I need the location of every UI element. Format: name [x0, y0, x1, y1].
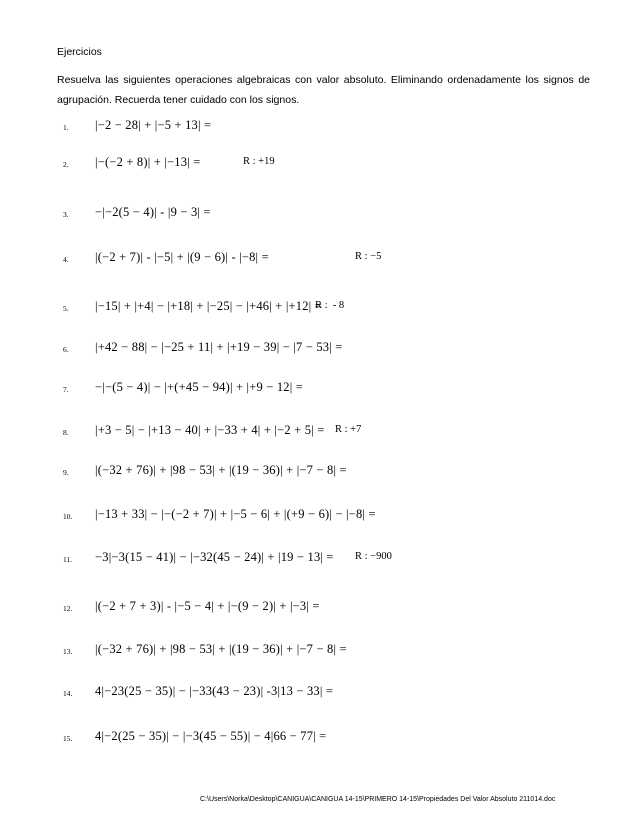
- exercise-expression: |−15| + |+4| − |+18| + |−25| − |+46| + |+12| =: [95, 299, 322, 313]
- exercise-expression: |(−32 + 76)| + |98 − 53| + |(19 − 36)| + |−7 − 8| =: [95, 463, 347, 477]
- exercise-answer: R : +19: [243, 156, 275, 167]
- exercise-expression: 4|−23(25 − 35)| − |−33(43 − 23)| -3|13 − 33| =: [95, 684, 334, 698]
- exercise-expression: |−(−2 + 8)| + |−13| =: [95, 155, 201, 169]
- exercise-answer: R : −900: [355, 551, 392, 562]
- heading: Ejercicios: [57, 46, 102, 58]
- exercise-number: 14.: [63, 689, 73, 698]
- exercise-item: [0, 463, 638, 483]
- exercise-item: [0, 340, 638, 360]
- exercise-answer: R : −5: [355, 251, 382, 262]
- exercise-expression: −|−(5 − 4)| − |+(+45 − 94)| + |+9 − 12| =: [95, 380, 304, 394]
- exercise-item: [0, 299, 638, 319]
- exercise-number: 8.: [63, 428, 69, 437]
- exercise-number: 9.: [63, 468, 69, 477]
- exercise-number: 3.: [63, 210, 69, 219]
- exercise-number: 4.: [63, 255, 69, 264]
- exercise-number: 5.: [63, 304, 69, 313]
- exercise-item: [0, 380, 638, 400]
- exercise-number: 10.: [63, 512, 73, 521]
- exercise-expression: |(−32 + 76)| + |98 − 53| + |(19 − 36)| + |−7 − 8| =: [95, 642, 347, 656]
- exercise-item: [0, 155, 638, 175]
- footer-path: C:\Users\Norka\Desktop\CANIGUA\CANIGUA 14-15\PRIMERO 14-15\Propiedades Del Valor Absoluto 211014.doc: [200, 796, 556, 803]
- exercise-expression: |(−2 + 7)| - |−5| + |(9 − 6)| - |−8| =: [95, 250, 269, 264]
- exercise-expression: |−13 + 33| − |−(−2 + 7)| + |−5 − 6| + |(+9 − 6)| − |−8| =: [95, 507, 376, 521]
- exercise-item: [0, 205, 638, 225]
- exercise-item: [0, 729, 638, 749]
- exercise-answer: R : - 8: [315, 300, 345, 311]
- exercise-item: [0, 550, 638, 570]
- exercise-item: [0, 118, 638, 138]
- exercise-item: [0, 423, 638, 443]
- exercise-expression: 4|−2(25 − 35)| − |−3(45 − 55)| − 4|66 − 77| =: [95, 729, 327, 743]
- exercise-expression: |+3 − 5| − |+13 − 40| + |−33 + 4| + |−2 + 5| =: [95, 423, 325, 437]
- exercise-item: [0, 599, 638, 619]
- exercise-item: [0, 250, 638, 270]
- exercise-number: 12.: [63, 604, 73, 613]
- exercise-answer: R : +7: [335, 424, 362, 435]
- exercise-expression: |(−2 + 7 + 3)| - |−5 − 4| + |−(9 − 2)| + |−3| =: [95, 599, 320, 613]
- exercise-number: 7.: [63, 385, 69, 394]
- exercise-expression: −|−2(5 − 4)| - |9 − 3| =: [95, 205, 211, 219]
- exercise-expression: |+42 − 88| − |−25 + 11| + |+19 − 39| − |7 − 53| =: [95, 340, 343, 354]
- exercise-expression: −3|−3(15 − 41)| − |−32(45 − 24)| + |19 − 13| =: [95, 550, 334, 564]
- exercise-item: [0, 642, 638, 662]
- exercise-number: 13.: [63, 647, 73, 656]
- exercise-number: 11.: [63, 555, 73, 564]
- exercise-item: [0, 684, 638, 704]
- instructions: Resuelva las siguientes operaciones algebraicas con valor absoluto. Eliminando ordenadamente los signos de agrupación. Recuerda tener cuidado con los signos.: [57, 74, 590, 106]
- exercise-expression: |−2 − 28| + |−5 + 13| =: [95, 118, 212, 132]
- exercise-number: 2.: [63, 160, 69, 169]
- exercise-number: 6.: [63, 345, 69, 354]
- exercise-number: 15.: [63, 734, 73, 743]
- exercise-item: [0, 507, 638, 527]
- exercise-number: 1.: [63, 123, 69, 132]
